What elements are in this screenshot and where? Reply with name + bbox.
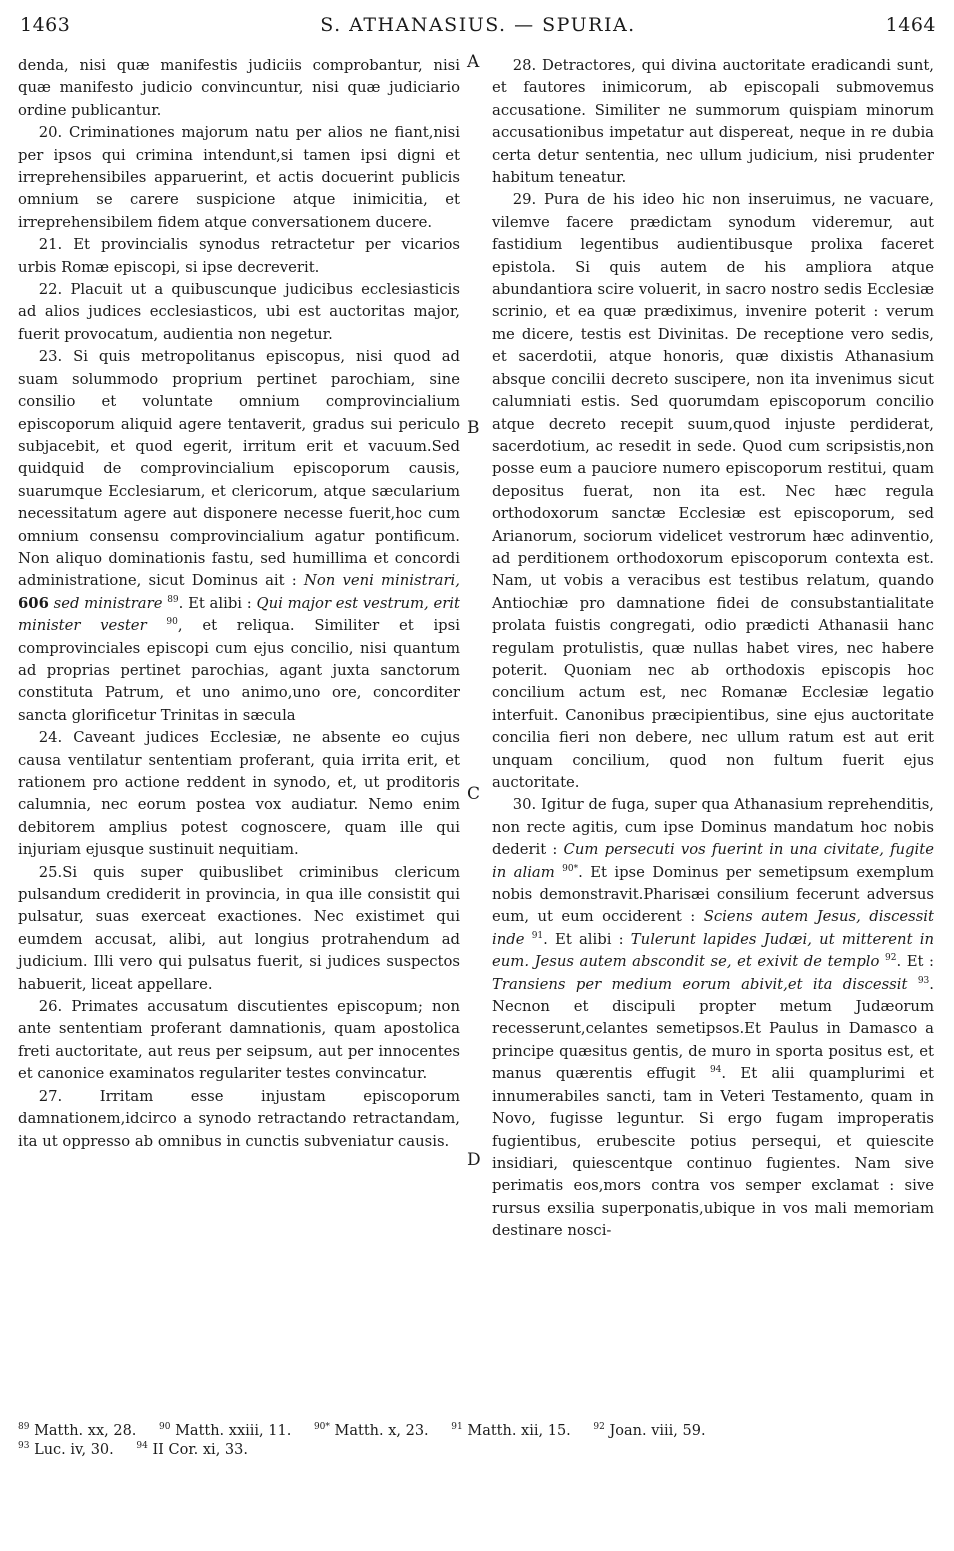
- paragraph-30-text-d: . Et :: [896, 953, 935, 971]
- paragraph-30-text-a: 30. Igitur de fuga, super qua Athanasium reprehenditis, non recte agitis, cum ipse Dominus mandatum hoc nobis dederit :: [492, 796, 934, 859]
- margin-marker-c: C: [467, 784, 481, 804]
- footnote-ref: 90*: [562, 863, 579, 874]
- paragraph-23-text-c: , et reliqua. Similiter et ipsi comprovinciales episcopi cum ejus concilio, nisi quantum ad proprias pertinet parochias, agant juxta sanctorum constituta Patrum, et uno animo,uno ore, concorditer sancta glorificetur Trinitas in sæcula: [18, 617, 460, 724]
- scripture-quote: Qui major est vestrum, erit minister vester: [18, 594, 460, 635]
- footnote-ref: 92: [885, 953, 897, 964]
- scripture-quote: Sciens autem Jesus, discessit inde: [492, 908, 934, 948]
- margin-marker-a: A: [467, 52, 480, 72]
- paragraph-25: 25.Si quis super quibuslibet criminibus clericum pulsandum crediderit in provincia, in qua ille consistit qui pulsatur, suas exerceat exactiones. Nec existimet qui eumdem accusat, alibi, aut longius protrahendum ad judicium. Illi vero qui pulsatus fuerit, si judices suspectos habuerit, liceat appellare.: [18, 863, 460, 993]
- paragraph-20: 20. Criminationes majorum natu per alios ne fiant,nisi per ipsos qui crimina intendunt,si tamen ipsi digni et irreprehensibiles apparuerint, et actis docuerint publicis omnium se carere suspicione atque inimicitia, et irreprehensibilem fidem atque conversationem ducere.: [18, 124, 460, 231]
- footnote-91: $^{91}$ Matth. xii, 15.: [451, 1422, 571, 1439]
- left-column: [18, 55, 460, 1153]
- paragraph-24: 24. Caveant judices Ecclesiæ, ne absente eo cujus causa ventilatur sententiam proferant, quia irrita erit, et rationem pro actione reddent in synodo, et, ut proditoris calumnia, nec eorum postea vox audiatur. Nemo enim debitorem amplius potest cognoscere, quam ille qui injuriam ejusque sustinuit nequitiam.: [18, 729, 460, 859]
- paragraph-continuation: denda, nisi quæ manifestis judiciis comprobantur, nisi quæ manifesto judicio convincuntur, nisi quæ judiciario ordine publicantur.: [18, 57, 460, 119]
- paragraph-28: 28. Detractores, qui divina auctoritate eradicandi sunt, et fautores inimicorum, ab episcopali submovemus accusatione. Similiter ne summorum quispiam minorum accusationibus impetatur aut dispereat, neque in re dubia certa detur sententia, nec ullum judicium, nisi prudenter habitum teneatur.: [492, 57, 934, 187]
- footnote-89: $^{89}$ Matth. xx, 28.: [18, 1422, 137, 1439]
- footnote-90: $^{90}$ Matth. xxiii, 11.: [159, 1422, 292, 1439]
- paragraph-29: 29. Pura de his ideo hic non inseruimus, ne vacuare, vilemve facere prædictam synodum videremur, aut fastidium legentibus audientibusque prolixa faceret epistola. Si quis autem de his ampliora atque abundantiora scire voluerit, in sacro nostro sedis Ecclesiæ scrinio, et ea quæ prædiximus, invenire poterit : verum me dicere, testis est Divinitas. De receptione vero sedis, et sacerdotii, atque honoris, quæ dixistis Athanasium absque concilii decreto suscipere, non ita invenimus sicut calumniati estis. Sed quorumdam episcoporum concilio atque decreto recepit suum,quod injuste perdiderat, sacerdotium, ac resedit in sede. Quod cum scripsistis,non posse eum a pauciore numero episcoporum restitui, quam depositus fuerat, non ita est. Nec hæc regula orthodoxorum sanctæ Ecclesiæ est episcoporum, sed Arianorum, sociorum videlicet vestrorum hæc adinventio, ad perditionem orthodoxorum episcoporum contexta est. Nam, ut vobis a veracibus est testibus relatum, quando Antiochiæ pro damnatione fidei de consubstantialitate prolata fuistis congregati, odio prædicti Athanasii hanc regulam protulistis, quæ nullas habet vires, nec habere poterit. Quoniam nec ab orthodoxis episcopis hoc concilium actum est, nec Romanæ Ecclesiæ legatio interfuit. Canonibus præcipientibus, sine ejus auctoritate concilia fieri non debere, nec ullum ratum est aut erit unquam concilium, quod non fultum fuerit ejus auctoritate.: [492, 191, 934, 791]
- scripture-quote: sed ministrare: [53, 594, 163, 612]
- paragraph-30-text-f: . Et alii quamplurimi et innumerabiles sancti, tam in Veteri Testamento, quam in Novo, fugisse leguntur. Si ergo fugam improperatis fugientibus, erubescite potius persequi, et quiescite insidiari, quiescentque continuo fugientes. Nam sive perimatis eos,mors contra vos semper exclamat : sive rursus exsilia superponatis,ubique in vos mali memoriam destinare nosci-: [492, 1065, 934, 1240]
- paragraph-27: 27. Irritam esse injustam episcoporum damnationem,idcirco a synodo retractando retractandam, ita ut oppresso ab omnibus in cunctis subveniatur causis.: [18, 1087, 460, 1150]
- page-header: [20, 14, 936, 44]
- margin-marker-d: D: [467, 1150, 481, 1170]
- margin-marker-b: B: [467, 418, 480, 438]
- paragraph-30-text-e: . Necnon et discipuli propter metum Judæorum recesserunt,celantes semetipsos.Et Paulus in Damasco a principe quæsitus gentis, de muro in sporta positus est, et manus quærentis effugit: [492, 975, 934, 1083]
- footnote-92: $^{92}$ Joan. viii, 59.: [593, 1422, 706, 1439]
- footnote-ref: 90: [166, 617, 178, 628]
- footnote-ref: 93: [917, 975, 930, 986]
- footnote-ref: 94: [709, 1065, 722, 1076]
- paragraph-23: [18, 346, 460, 727]
- paragraph-23-text-b: . Et alibi :: [178, 594, 252, 612]
- footnote-ref: 89: [167, 594, 179, 605]
- column-number: 606: [18, 594, 49, 612]
- scripture-quote: Cum persecuti vos fuerint in una civitate, fugite in aliam: [492, 841, 934, 881]
- paragraph-23-text-a: 23. Si quis metropolitanus episcopus, nisi quod ad suam solummodo proprium pertinet parochiam, sine consilio et voluntate omnium comprovincialium episcoporum aliquid agere tentaverit, gradus sui periculo subjacebit, et quod egerit, irritum erit et vacuum.Sed quidquid de comprovincialium episcoporum causis, suarumque Ecclesiarum, et clericorum, atque sæcularium necessitatum agere aut disponere necesse fuerit,hoc cum omnium consensu comprovincialium agatur pontificum. Non aliquo dominationis fastu, sed humillima et concordi administratione, sicut Dominus ait :: [18, 348, 460, 590]
- paragraph-30-text-c: . Et alibi :: [543, 930, 624, 948]
- scripture-quote: Non veni ministrari,: [303, 572, 460, 590]
- paragraph-26: 26. Primates accusatum discutientes episcopum; non ante sententiam proferant damnationis, quam apostolica freti auctoritate, aut reus per seipsum, aut per innocentes et canonice examinatos regulariter testes convincatur.: [18, 998, 460, 1083]
- paragraph-30-text-b: . Et ipse Dominus per semetipsum exemplum nobis demonstravit.Pharisæi consilium fecerunt adversus eum, ut eum occiderent :: [492, 863, 934, 926]
- footnote-93: $^{93}$ Luc. iv, 30.: [18, 1441, 114, 1458]
- scripture-quote: Transiens per medium eorum abivit,et ita discessit: [492, 975, 908, 993]
- footnote-94: $^{94}$ II Cor. xi, 33.: [136, 1441, 248, 1458]
- running-title: S. ATHANASIUS. — SPURIA.: [320, 14, 636, 36]
- footnote-line-1: [18, 1422, 936, 1441]
- page-number-left: 1463: [20, 14, 71, 36]
- paragraph-22: 22. Placuit ut a quibuscunque judicibus ecclesiasticis ad alios judices ecclesiasticos, ubi est auctoritas major, fuerit provocatum, audientia non negetur.: [18, 281, 460, 343]
- footnote-ref: 91: [531, 930, 544, 941]
- paragraph-21: 21. Et provincialis synodus retractetur per vicarios urbis Romæ episcopi, si ipse decreverit.: [18, 236, 460, 276]
- scripture-quote: Tulerunt lapides Judæi, ut mitterent in eum. Jesus autem abscondit se, et exivit de templo: [492, 930, 934, 971]
- page-number-right: 1464: [885, 14, 936, 36]
- footnote-90-star: $^{90*}$ Matth. x, 23.: [313, 1422, 429, 1439]
- footnote-line-2: [18, 1441, 936, 1460]
- right-column: [492, 55, 934, 1243]
- paragraph-30: [492, 794, 934, 1242]
- footnotes: [18, 1422, 936, 1460]
